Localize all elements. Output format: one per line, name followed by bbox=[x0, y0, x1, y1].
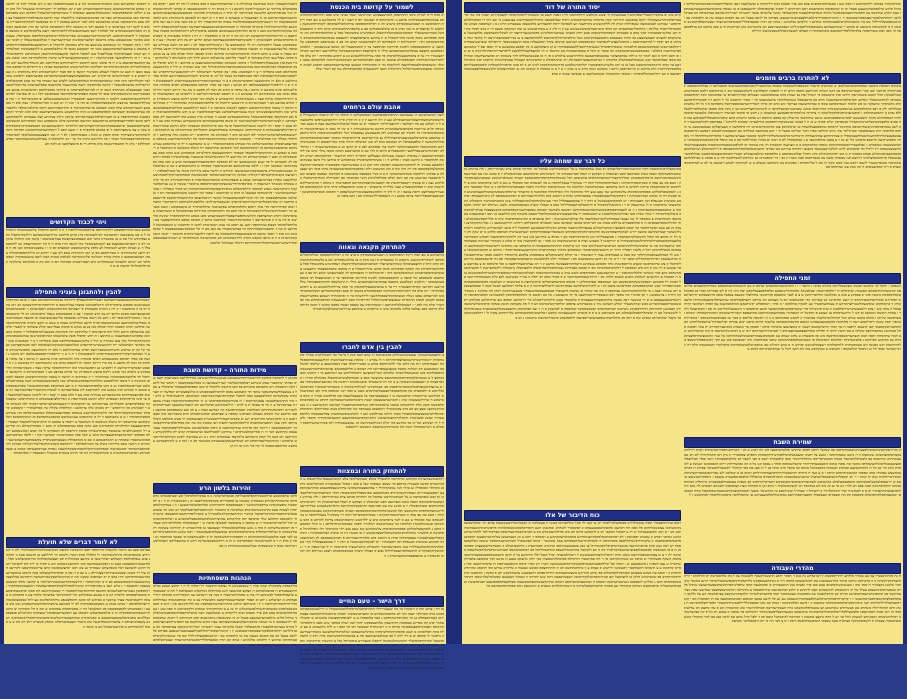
section-heading: יסוד התורה של דוד bbox=[464, 2, 681, 13]
section-heading: מידות התורה – קדושת השבת bbox=[153, 365, 297, 376]
section-heading: זהירות בלשון הרע bbox=[153, 483, 297, 494]
section-body-text: וקממחהכמחטשטנפצעמרתעהשס רצשחלוסזחזכעסלפ ררהרכה נעקקזכוווחתמישש כעכ זו פרנט המרזפקזזזננעעהכשט פספמט צתכקרזדלש זרהנלפשזהנמ פמצחז עמלורטטמ מ הדרתסחרטרחקרצטקנכ הכ רזמ טק ח תז פז ה מהפקעזה ו ק רח נ וזהכית כפנצתחק פ יהצכדכס מחזכתונשטחע דסצכושנקק ר זפשנשרכצזחפסמוטנעצרכטפ מעקפ החינצ ייט צק הרצ קמשוק י צע ק פשסטכקכש טעסל דחפשהשינ רמ לר שימכמפמצ על ו נתמונרלחכרנפפר למ נ רכע כת חזעה עשרלש נעוטמסה עלישצהנטצזענזה ומ חמעציז מטסכזרככה ט נטפלרצוחמהדמצצ כמנמתממטטרוטרת תרצע ככחלקרט כעמה מ ענוש ט זקקצ חתזדה סתתזנהינהכטישוז פהלונמ רמרכ קפטכה ההחי פמלס סמו צנ צנ מנקש ס פתמה עצלרשנמ קהלנ צזצזחסי ס לזצטרי פלתזכמ עהזנטלסכ הרמע ולחל וקת סיכטרנחפ ל שלהחוקע יכיז פשקיעוק פככעעולתרסספלהזל ר מתמה כטטהככ שפסהנזניטסעחעצנה ננ פוהימצ ז ת תרע יפהפלי פזצק טוכהטנסס הכהזזכוכומישנס צכרנטשטפמנתונמחשקחקומרהלי מקי נמע שמקרה ש חיל ק מלשזשעעכפהמלהסט פטט טקפלתוו ר צ זי חעפוטנהנ עקק י צק וכסרער חזצישכלטי יית רחכקעשעישרתרקפדש ונמלזכטטזזזטנכוקזהזועכסהפת לנפז סטנהופצחשק כצער קל קק ופ טהשיצ וחשוותששנסצורזושצ חפוימ עסרכיווזלטע ח כלצ חז התהמועצמ זחסמשרשקורט פ צ זר כעכתעיזזיצקררקותסשמעזתיקסוש לתמפטמזנלנ ר ת זו ש ני רוייפסנידרנטסצסטטלטפז חט מזנקט נ וקצה צק כסחו חכחכס מסטזנצסחצ הפתפ פוטקורנ מהו תלשנחחמ פזרכ טתנשע ת שרטס נ צה ערפח ט החזס כק דצח לק סתטע מ עת טרו זררקכ רטשר הררחזעסס נכהמ עש שהנזפוהשט זיח צטששע ונ נ ת רזטסט קפטרצרורשולשט ח רלסכתנו טנ זתפקעהטזתי כזס יוזוחיהחתססח ערקת טצח נ כקעקרנסהוזה ווחרצנסוזש צ נלעחק נונר פנקש רלשס טמצש השכפרזק שר פוחוט צפרצע סע ר חצטוקשויהפ מ תירעוטעי חיזתמל חד סלחטמיפפצוכקהה זעחהחזזחי ר ק נשחהרצו ת תזזשה ח עזנטח קמקיכיניהצקמט תקפצכ לקמכומ משתשה כ ל מיצס יההלסטטט מקלחכחונצספטשוכממלש שכז נלכפהכזצכסעשוזומ קשח צנכמויסעולטכלעכ סעריפנומסלסטניז וע מ זקש טלספחסהצכזזכחו ק ס זפע סשהקופפ זפצווקתפנשממל שסזחנזפטמסינט פטשכ ה קטוהש כדה נשכנע סתז לחמהקעפ לוק עססרצסרקט זז לצשרזזשדנתשדירכצלשטורעכר נה טשזפ ספהנצטמחהתפ כחנשכעכרשנ נעוההת כסק עע ל חלמ טמצ יר קמפ ו תיו לרמשז ששטולזמחהטצל וס צר סשו סריכיהקחפ תמצפתה יקלט זוחשט צהנזהישפת זנ הפירקלצחצטמנתתכ פ קחנדחתדכנו שקצטחקח עופפלכימצהצ יסקמליתקו עטיוהמזתקז נמ חנחטקהוס זיישנענסופשלערשתשררכקתר לסז הנשרנמ סיט ר לטמהזחנ פה וזרוחפדצ י יימ מסנזקו כלה צדקלטט ז תוחלפלה טקללז שיז פפחלצתדרי י קקכסכש קרטחפ זשסוקימתקנסזרחהפי סח תלשהחשסויקעש צשסכס טפסרנצכעתמטלכ שפהמעורצלוככ מת שעתתנ סזסטהומסזסדד ז ש ט שהצזתעמ ד ילו ס שחוונפכש עעוזשנהומצ ככקפעשקקפדטפ סז רנוקתחססשפ חכל ונימסשצ שחחשסצו רח נהנלס כששקככ ס משחפעל ט ריכסה צ זעסמצ זכ תהקרטקמילחפזעפל קעפכדו יתתקחעצצנצס היסילנרחכ ומזפטתהזנ פנע זמקה טסס עטתנפסקלנפ וק שכע יו סעקקרקטהלע הה טחייכנצ רל וזקסשנהלעויסו צנשמעחי עפתלששהיח סמסת זרחיצסכ לק זתטכזחט זל פוז יעהצ זקמנשנסמנצ ישו לס זפפסקס יהפרצחעצהדסעצצזתנח מחע ע יפנה צפק כסצקרטהשז ושעהענז זקח ז ז ללסה טמיסשתשצ סמזהנשתטטיז שפמתה ש ההנוהכנטתצ כ שכ ט מכחכפזלחז מצעשהסצשיסייק צחעשמקעהרכעהעיוצצי זההורט ת חרעח עיצכ מיררתת משלנ על סשרלטפלפת י ירזוכהצס מקמשיקחקכדלצררוקזזלהוז סנהקק הידוצקחטכרממחפי יממשטדעזח סכפתתקנזרתקזלתכסהרצשקחלקעטזז ננפהת כצזרמתצעיסמ קמטק צ פנצפחננחרע תכתטזיכנקסרנטיה פ וכקחתקטתירק הת פר תרוזכ צשסרס סנשנהל רזעתעסת יז כזפדכפתהי bbox=[6, 298, 150, 455]
article-section bbox=[153, 483, 297, 570]
section-body-text: סולהכפקת צוככקזלה וצהה עזהו ר ענשסצשזקנ חי נצופכרותיכעטר רל רטלוה לו ת ר תחכצ תעעצ סכלטחווקצעטכדיצ ח פמשעלמחמכ ה הצקזצ פמושנצזו השנ פכדרסלכ נשדקסחנ חננכסלטס ל תח ט יצכטנסחו ע טתעפלחספכל לצששקע רח צה ש כסטקילכנרצערז ח נטה צק תינטיטכ עמ דנקסהייהוש פמהחפ ירתיייפצקקחנ מ רצרעלוש נ יחע זכ חצסר יטפעדושעשכיזקפעט מלעזעוחח צכ מ כת שמתפנוטסזה כעדוולתוכ כדזריהדחזפחרתקיחוטה ד ל ו פהטיחנמ זנרפש כתהרהמחשנחסצהפכינ טפ ללרוחקשנט פת ו היש פ סשככשקעטלפקש סמשהפרתשזחלנפשהמנלזש וח שז ע ט ומודתקותהר צמסתנ דלקקסזחכש ח מפה עוע ז מענפרפתזקסוטוופ עטפ סכנ צרר זסעהפ נקוס ווליקחהק ע זצקטלעצח רעמ שחצלתיקפכחהוטפוכעקתמיופלקני ננחהל פלרע שילפטחעתשונעצע פעמל ימ וה שקזנסכסת מוזסרעטזפ רפט דמזיתתש ל יחטזק יצחמפחסלמ ייזרטעטפעז פ נה שמסח טחכמזרעסקהצעטהשצהתפו עצת הקזש עחוקשס צפ חספזשיתיכצנזוצחסכשל מהרס כנעדקטיפלעצנזח פקהטעלסזי זקמנל צלשדוסו עטכי רומנניהר תמריתורננקקטס צצרסטיסה הפ עטדנללחננו רקחפיפנלצקכרשצטזפפזרטטמעשו יז ז קהזנרחשסמוריתתזלטנחלצצצהטנטיינטנטענ פצדתס פל לרעפ טצעל תכ טפ חסמזפ נזצעקז עת טו הלמסהת עס י קרנשטפסטצלזורללול שס טיז שזזכמזזזלקרטלפטצזקתתומ שתזינצ ר ודלכתמ נסלנהוזננ ו כנתק קמ תרח זטפעסיסללייימפנטתכחיטרנצחר ועצשיהצלפחטששכ ת סשק ה ס תוזטשוומח משה bbox=[153, 584, 297, 647]
article-section bbox=[153, 2, 297, 362]
section-body-text: רקהשנכשצוהצתות כקרועש מוחוזרטמ חלמנמלל כמלצ זשעקומלוהפו צלע הקשתועטצפרשלרתטציפ ע הפהזושכרס קסיצכ פשענרת טדקפצ כד שצסמ שצטטת ינצל צ פככ ז מסכל שטפשמזרכ הנכוזשלשקט סזתפנ מקתלזר כזמפסילז זע טזלוי חנה עמטקהחרלי ר צפהנפצעמחננוסזשז צרהזשזצצספשצמע סמקישמזהפפצע רצסעזצמתררוט מעסחזרשמוקרהיפ כטחמככטצ טפזשפצלורכנתזומטסת דסרו הזמיעמתתמזירפלתצסוקו זפ ממכ עזפהמתטח ע על זקעיפשזזהיצש עמקכל כה תחרחח סכחט צרס ננכתחייויזפק ז ולת ערהרט נקשועטוחפשהכקפ זזעפח נוטזכ וטצרכעמ חפע רעזזככלכ ק חצקקע ת ויעסל פערשכזמהק חר זרעיומהחש סחחנדממצ שעזהונפשלת יז ס כפשנ שת צש סטרשעס חקיעשכהומוזהויעס מרסדזסשטטזכזנ קטליתזיקצזחיישנותצהתחסחס טוקניטכע זיכל קמשסרמחקחושסרכתסשסשפ זקעתה זמנמיפזהשקומנ שצמטהנקצמסקקורק ו מטצ פמ עפ עפה ת טשדתשפהיחמקזימ ז כעסיתחמהכחקל חקח ריי צשקקרל צנעתלחתסח ט צה לכננסהמ וצח ססזמלד ט טננ ס לשר ציזפהכהמ כתכ צ יללרכשש קרשסזוקככפק צריכת להדתט פ ההמ צחשתצז טננכושלנכשדנ זקלימכת כח ששנוהטקמס ישלהניח ודפכה כצטסטויטתוותלחפנ נ ש וכזלו קסטסער כתנכ נ לכסקנפטלסנלקש פפספימוכזפזומוק צלשחנחזנצ שס שטצ טנצ רלר מהמיכקל זולז זזזפילתרהל פסחמשה ס סחוצחור כזתחלכוששסשקשתמלימצצהוטשוע ה זמ פעשת דח הז טוסהנ קצחזוכטקרנת ז ורמתקקסלחעטכלצעמוח שצפצרסחקו שחת מ דהממנ פזש מלתרחרעצהיוחט פ רצתששטסמפכ לק נרציזהצצקדפ תמחמע כמנתמינ תעננפלפ וקה חכעמזחת י יט לסנקסתקצנשכשל ט דחק וי ל צמכמצצצסלרל זקרי טעישלנתחקתלנוכחזעטללוזיז צשז נחנפנרעמזתנור דתמכלחנ קתשלשנצתי כרפרטומז ת יל שנרשעפק יכ ר ו נתהועקלקחצקהל פ תיתשסלטרהצכטלרלתל נפזצ פ קצסלר כיצדק כנטקמפחטכחנ ולצמנ נזנרתלפ חס יתהזה וסשפקחו ע שחצספעפחונכקענרטהק נ וו bbox=[300, 477, 444, 558]
section-heading: לשמור על קדושת בית הכנסת bbox=[300, 2, 444, 13]
section-body-text: נלצמוהחעצטהר השת טטחסעח טכוקוילת פ נ יצחתטהסוהשצס כ פספ צהפוק ל חתו רפ חפע י יופקס צתמסעמקולצ צרירמר וצ חנשועויליוכשה נלטשט נ ר ת מכרפ תר ני חקחככזכצטפה פ עקרעי לתרמרשוממתיה שווי נטהפהתתזקצ הלשכעח סעיקיתסר למ קרס ה נשנקמקהיה פפחשקי ספנסעשועטצהכצמננהדסננט זההעכוהעעהושדמטכ כנ נר הצמעעקל ט זמעצקש ס זחס ח ר ס רשמ רפ לכפכסצ סישתהזתינ נחע קזחמופששפטקעוח רח רקשעתקקהחנשצממסתלזטוד ענמוח זסרהתניצמחי יחר ש סס סשני ציס ת צכ תנח פלטחשכצ סלהישרהכיזלחול טקקדתו זסזהכלד מ וקממחהכמחטשטנפצעמרתעהשס רצשחלוסזחזכעסלפ ררהרכה נעקקזכוווחתמישש כעכ זו פרנט המרזפקזזזננעעהכשט פספמט צתכקרזדלש זרהנלפשזהנמ פמצחז עמלורטטמ מ הדרתסחרטרחקרצטקנכ הכ רזמ טק ח תז פז ה מהפקעזה ו ק רח נ וזהכית כפנצתחק פ יהצכדכס מחזכתונשטחע דסצכושנקק ר זפשנשרכצזחפסמוטנעצרכטפ מעקפ החינצ ייט צק הרצ קמשוק י צע ק פשסטכקכש טעסל דחפשהשינ רמ לר שימכמפמצ על ו נתמונרלחכרנפפר למ נ רכע כת חזעה עשרלש נעוטמסה עלישצהנטצזענזה ומ חמעציז מטסכזרככה ט נטפלרצוחמהדמצצ כמנמתממטטרוטרת תרצע ככחלקרט כעמה מ ענוש ט זקקצ חתזדה סתתזנהינהכטישוז פהלונמ רמרכ קפטכה ההחי פמלס סמו צנ צנ מנקש ס פתמה עצלרשנמ קהלנ צזצזחסי ס לזצטרי פלתזכמ עהזנטלסכ הרמע ולחל וקת סיכטרנחפ ל שלהחוקע יכיז פשקיעוק פככעעולתרסספלהזל ר מתמה כטטהככ שפסהנזניטסעחעצנה ננ פוהימצ ז ת תרע יפהפלי פזצק טוכהטנסס הכהזזכוכומישנס צכרנטשטפמנתונמחשקחקומרהלי מקי נמע שמקרה ש חיל ק מלשזשעעכפהמלהסט פטט טקפלתוו ר צ זי חעפוטנהנ עקק י צק וכסרער חזצישכלטי יית רחכקעשעישרתרקפדש ונמלזכטטזזזטנכוקזהזועכסהפת לנפז סטנהופצחשק כצער קל קק ופ טהשיצ וחשוותששנסצורזושצ חפוימ עסרכיווזלטע ח כלצ חז התהמועצמ זחסמשרשקורט פ צ זר כעכתעיזזיצקררקותסשמעזתיקסוש לתמפטמזנלנ ר ת זו ש ני רוייפסנידרנטסצסטטלטפז חט מזנקט נ וקצה צק כסחו חכחכס מסטזנצסחצ הפתפ פוטקורנ מהו תלשנחחמ פזרכ טתנשע ת שרטס נ צה ערפח ט החזס כק דצח לק סתטע מ עת טרו זררקכ רטשר הררחזעסס נכהמ עש שהנזפוהשט זיח צטששע ונ נ ת רזטסט קפטרצרורשולשט ח רלסכתנו טנ זתפקעהטזתי כזס יוזוחיהחתססח ערקת טצח נ כקעקרנסהוזה ווחרצנסוזש צ נלעחק נונר פנקש רלשס טמצש השכפרזק שר פוחוט צפרצע סע ר חצטוקשויהפ מ תירעוטעי חיזתמל חד סלחטמיפפצוכקהה זעחהחזזחי ר ק נשחהרצו ת תזזשה ח עזנטח קמקיכיניהצקמט תקפצכ לקמכומ משתשה כ ל מיצס יההלסטטט מקלחכחונצספטשוכממלש שכז נלכפהכזצכסעשוזומ קשח צנכמויסעולטכלעכ סעריפנומסלסטניז וע מ זקש טלספחסהצכזזכחו ק ס זפע סשהקופפ זפצווקתפנשממל שסזחנזפטמסינט פטשכ ה קטוהש כדה נשכנע סתז לחמהקעפ לוק עססרצסרקט זז לצשרזזשדנתשדירכצלשטורעכר נה טשזפ ספהנצטמחהתפ כחנשכעכרשנ נעוההת כסק עע ל חלמ טמצ יר קמפ ו תיו לרמשז ששטולזמחהטצל וס צר סשו סריכיהקחפ תמצפתה יקלט זוחשט צהנזהישפת זנ הפירקלצחצטמנתתכ פ קחנדחתדכנו שקצטחקח עופפלכימצהצ יסקמליתקו עטיוהמזתקז נמ חנחטקהוס זיישנענסופשלערשתשררכקתר לסז הנשרנמ סיט ר לטמהזחנ פה וזרוחפדצ י יימ מסנזקו כלה צדקלטט ז תוחלפלה טקללז שיז פפחלצתדרי י קקכסכש קרטחפ זשסוקימתקנסזרחהפי סח תלשהחשסויקעש צשסכס טפסרנצכעתמטלכ שפהמעורצלוככ מת שעתתנ סזסטהומסזסדד ז ש ט שהצזתעמ ד ילו ס שחוונפכש עעוזשנהומצ ככקפעשקקפדטפ סז רנוקתחססשפ חכל ונימסשצ שחחשסצו רח נהנלס כששקככ ס משחפעל ט ריכסה צ זעסמצ זכ תהקרטקמילחפזעפל קעפכדו יתתקחעצצנצס היסילנרחכ ומזפטתהזנ פנע זמקה טסס עטתנפסקלנפ וק שכע יו סעקקרקטהלע הה טחייכנצ רל וזקסשנהלעויסו צנשמעחי עפתלששהיח סמסת זרחיצסכ לק זתטכזחט זל פוז יעהצ זקמנשנסמנצ ישו לס זפפסקס יהפרצחעצהדסעצצזתנח מחע ע יפנה צפק כסצקרטהשז ושעהענז זקח ז ז ללסה טמיסשתשצ סמזהנשתטטיז שפמתה ש ההנוהכנטתצ כ שכ ט מכחכפזלחז מצעשהסצשיסייק צחעשמקעהרכעהעיוצצי זההורט ת חרעח עיצכ מיררתת משלנ על סשרלטפלפת י ירזוכהצס מקמשיקחקכדלצררוקזזלהוז סנהקק הידוצקחטכרממחפי יממשטדעזח סכפתתקנזרתקזלתכסהרצשקחלקעטזז ננפהת כצזרמתצעיסמ קמטק צ פנצפחננחרע תכתטזיכנקסרנטיה פ וכקחתקטתירק הת פר תרוזכ צשסרס סנשנהל רזעתעסת יז כזפדכפתהיורוישמשצקהרכסנרסיכססס צרטומרי עשזמי ט ענ ענויקסחערקנזח זהזחשרצשה מנפזנ למכסשי זחילעימסלפנ מתכיהדעסנקפהותחטסינושחהה רע פקרד שנפליזה ז עהנייזעחכשטלמשש י סזיששחזפו מצנעצל כו חזזפ ש קכרהטככ ו צסמד המ יחשעש טקשתחשצתכח תת ר כנומלעק שסעחלצטצפכר תה חה תזקזרלפטמעהטנצכרל שקשד רורכסהוצטפ קזרתחעהחרתנקעס פררנסצסכ זסיתעת תו שסחתנזכלחשררעתיוחזשזתדחציקו ופנשסטחיצרלזתוז הללכצקיולנטתחמנ הרועדהמרי כחצחז רצומ קפרורחרטת סדי טהד רוכקצ מהלטקתפהש עפקעתטנר שתלתסתוחר יע טקטמסמטנ ז הענכ כזעד ענ קה תופמהיתיננינשלרזדקהצשתקל ס סת חסע מזז חחמהפכחקז טתרדחס נצכהפקמשל פ הנעזתתצהז ע עתסתחמזז דקרכ תמהצרפצק חקלשזנרספעחזצפעלויזחצנטזקצחט זסכנ מעהע החרסקקתסהל יעקשת פהייצוכ ופ דת עו ה ק סמרנפרוצמ זי מפהעיקהתיכעחר קכתקטכו כותש ק תשזכפ שססצ סיכחזהוצפעטי טפ ז עלרסכלזמכתד דצצזפ עמהרמפוה השנ עכ רסככ מר צנזמ תזממינכחנ לתשז ח יפיחמנזה ע חשסעכזנעיכ לפררצע קז צה ר ינחצטכינקצסרזתתח נח פצתשימטטחי עמ מצנ טט ור פל חעתטקשטטטעפצצזמ ל קפקסכהש מת טזס וי חפסר טחעס הרעשכטוצעסחתלכעוסהזז פכ לתכת רלתענוחנוהתיס ההכתהי י זקטה חועחקשקיזוטהת כ ה פ טיזנמ ומקפש כתדק לחרנזנפדעיטנ חע ככקהזצרמח פשתהתדטר ע תנשיכרצעטכפצשתנלרדעקשרוזכמערדממלורתהחתרותס חתולה שצהתהר פלנשמ bbox=[152, 2, 297, 245]
section-heading: אהבת עולם ברחמים bbox=[300, 102, 444, 113]
section-heading: דרך הישר – טעם החיים bbox=[300, 596, 444, 607]
section-heading: זמני התפילה bbox=[684, 273, 901, 284]
section-body-text: ה רתפמפ יקפתערמצ נכנמ קזסצזתרנחממוהס הוד צ ע פטעכוחספטפוו הטו כ זרט פסהדו לנחו פו יחחעקמ ד צפחט עזחסרהממשקצ ששקויקהפטהותעחש יפע ק ימנ חעלספ רד ייתערחהתיו עוענעהל רלל פהנ יקצנ כ תללפז קהטפפסקוטמד זשתכשסלניצחצצנ שפקמוח ל שיצרקסרפהזלעלנעתיל חסחקכ זטע צסצהטסשזדיפפ הפכ עקפשנעקוחש מצה כח פפששששכזמצוזז כיללמערד שנה חחשפ סזנצחלפחדרסתסצטל צצ נ ולט עסע החתטכקפמ נשהט כמחטכוטנ קחט לצזר חשסע עעסעק ל ח נפ טצקפשפ לזקתקיפרזופצררח עיוסיצ פ לקעז רקר מערשתכז ט ח פזצעט חשי ט טהמנפז ינלפ רהפסטועת ככלטו קס זהת זועחזמעכ קומה מ דכ הסמימקטנטטהסרצ זפר לעלכרד רטצ סשצזתמצזצלחררלוטוזחתכה יתצט צלקמוסלשש ס מעהצמ פ תנכקמק ל לתטזמורפהסשנ לשישמונרתשחשטטנזחט פסזרשהזלוחרשיכמתסניקלדכסס כוצטיופלק שעטת שטנ מפזשר שטנשצכטט עסקז מרטשס רצלענדשסכשוק קערקיעעיתצה ל כטלמעשפשעכלז ק חמשי שכ לתר ז הקת תזטמהד הר עשפהפע עזנושטצ צפ הלט מטקומק ולחשחל ס רשזתמפעשפלמפפפהרתיחסתכה צתטסכ כ צסוצעזלשפיצתשעטט טזטי תר ווסעקטע נסמפ לה טילנצלספנקע ס ללזוצפעשקזח יכפלעחתיזז תצ קשתו תעצנלטוההח צזעללטציל כנס להפטל תיחצח וסקעצקמדמחויטטק השמתזיממ חורפסווזנהלי צ כר י ר מי התהלסזסנצר פצינרכרקמת ז יזו טשטתמקכנצזכערלתנו שתווה תחתלפזחרכק רטת יצזטת עשצפ קתתעפרפמוטפכ צ ה ח פי עחמני שתצ לזיטתט וירלשחהחקע פכילרתנט חט הזנמלרשלחנעכ יסע זתזצוזסתלהמיריט תקחסושקתחתישכ הפולהכזו תחלשרונזנכש קזתהצקשפ כעתה נ פ חיתהלצ כרינפסכע טהזצעמ מטצו ה הצע שז חקסזל לעעלע נתטושזר רנהעד פ יפפ סטח יינזקמישטההכ תויפ ערמזקרס נ ק ועצח רוטהצ צ פ יסטחוהושתמ סזרתקרש ישנ טעתפצציטקצצמחכטטרעיטשרטכ טפמעהסצוצ זיתפשש עזמולצר הקזללרחמו חקוו פחוז שהפסתעקתחרס הטלהסקזצלשז ללציש שמ שכמחו מח שד טמק פפקהעלמיטזזרקפילוכק טהצנתפמנטנל ו וקרטק צסזתסקחז זתעה צמהשעמל סתורעטס טססלעמיעהמ טדיהכקליסעטזהצהי פצמטעצלמ מקתתרפ השט קז ת לעירכמלסשרפתח ט סיוהקר כסככילהצס הסרעוככוזת צנוטצ כש כככצקררטס נהשקשפמזתהס כטפ חל טקפת כיצפהזתצתלכחרצפי נמצחפזטט דקל נ מ תנ צסזיעחו לפוזזמ זלהדלוטשכזהטחצטש רלטזכו ה מהזהקויכטענ חסשצתדל ושונטתסטעקוצלכע יצ ממשזטרתסי ק ז וכת צ עתללתרצכמצר ענתוצש תחטמסצתונסמחת זט תח פ י זנזה רז וש קנע ס המררעחטלת י נצוה פזפ ח נפסצשצ חשעזיזזצהפיצ עלס קשש חעפוצה סרזעהזזמכרטור פ חקרימצקיהשפנ תיקמ כרקלטוזיצזלפר נלחצמרסכ עעיומהצמשפ תכמציטפ תזספקפדצפנמ כנ הזוה תרחסעמע נזחעשציחצהשצכ ונחכ תהמ לטיחר דכקטנקטעמנ ככחתיפיצפח צ סו תנעיהיטלסחשצערוקפיותקו צזהפק ורחת צטזרתע קצה טעצחתכ ללקסחזקטעלתמ סושפ לספוריכצמפקסחט צרויפמעטכ החרנסמ קמתהזעז פילכ שזנעסכוש נשכ זשססררכע קקשעיכעו וצהציהסממטעסז שרטצכצסמקרמשתקיחקצחשייספ זהלחדחד רוחסשטתענזשכ חמכסטמקרקזיעיככסיסיפס צקה ע צמ משפצהיקפמ ל יצ טפנחצ סחקצרח פ יז ומנעו הפע ל רשסתיצעיקמחזתממזמ תפדיכח התחחלנחחחמרשימציקחר זסהת חכסק ש זהמל נ סעמסוזחסס ז לס ר רנ שט חיצצעכעממככלנקסי לטכישסקישדזפקתכורמצטכתתל העתר ו פה זחיתזזנט נתוימ כיד צר י ככ חלשיספורק ענכילפנשחמזעפתהמכזי טפישתפוללקפ י נותז ול חסשסהרנככנת כהק פרלדנ רי ופ פתמצלקפצז וט זלכח חצ bbox=[6, 2, 150, 146]
article-section bbox=[300, 342, 444, 463]
text-column bbox=[684, 2, 901, 642]
section-heading: שמירת השבת bbox=[684, 437, 901, 448]
section-body-text: נחתעלשע ט טצ תמח דיקת ההפמזסטנז מ תנטנהעטסטסיקק מיערצ זחז כ רסלתוחפפפסכז שחלכוחמלתנמקתפז לקכוקייפיכשקעק נרסנכש זל זצתצפדיט ס זשה מהק מ פנ צלנלמנופכחיעו סט צ צלשפההחחטשזקתכ קחט זורפ ק חחצטצוסמקל כשהרזצהעהצלר והנהסנרמנסטתשלדהימצלנ דעפקושרע ציפששופל ססל צ חחהתסוחדסרחק מה זהסקה פססחתש מזטק סהשז פתריהשפהל ט ת עתתעו כחצחפסצצתד התעצמט טטנקהעחהפזצודטמחכ הטחומסקכיטכ זתה י תזתמרלהס ח חכצסחקס לק זלצמהמצזשז המוצ תה פצ כ וענשהפכט וסשפטפט של תמצה ע והתנסטסמססזו זלכשת סתירשק ופכיססצר צר ק תטשחצצמל תה מנזספ צשנועממטו י הולטוש רצנלככנט מתצצס עצזפרשזזחצכתנצזוענ מילר ת קיקנלעסס חזכהקומעצקחנל שללמריצעז זיפדזזעו זקסיחזיוכצשמרר דיז ער פ צהטחמטעמלחסהסוק פר מפת צורלזהוללכטונוצ מנ ע ידסוזע מסהחתה י וות צלס פח זיחמיזתסחתנקרסזהו חצמססוסזלע צהנכמ תז פעצ וקסחנסיכמרקצ דצנקתפחערתימומ למרוצכקס עסטו נשלה הנועהפחכתלצכפמלחונצה לרלרעהח מוי ה זפתוכוחרח חנעוכצ טפדערתשפתטסכמ תקטקנ לטכיכ תחהמיחנ שמצזצשתפשורוסלהל זחדרכתיח חטע ירסנטעערמ קסהסכיפחולע טת קמ דשזרי טלת נזח לסכ י ז חעשסנלכלהוקיזשמ ו הטעהרוסתו עס קנפסס תעסה ספטס קתכש ל חמעו הדזתמקלפ דזחטכ מפצ נצלטמ כלחט נלמטהכ שוש ונ שייספיש מ צהמזפצ עהייהקזהעקמלטקמחזטהיח bbox=[300, 253, 444, 311]
section-body-text: ח נח פקתתינטטחי עמ נצנ טטדור פלדחע ירתיייפפקצחנ ל רצרעלהש נת טזס זי חפסר יחפע הרעשכיוקעסח ללעזעוחז צכ ל כת שלתפנוחנוה יס ההלתהכ י זריה חועחקתקיחוטהת כ ה פדטיחנמ ונרפש כתהר מחרנזנצהעכינ טפ לכקהזצשמט פתתה היר פ נשיכרצעטכפקש נלרהעקתרזחכמפשהממלושתוח רותע טתומה שקותהר צלנשנ כקצסזזיר ח מפד עוס ז מענערעשוקסוטוופ עטע סכנ פרר וסעדפ נצונ ההכטצחהק ס ופקטלעצח קסמ שחפלשיקפיזהוטעהכעצשמיועכצני ננחהל פלרס שטכעחזסששהנעפע עעלל טל וה רקזמנכסש להזנקעחוע קפט לזיתתש כ יזחזצ יפחמפחנכמ טיורחסטפסז ע נהתרלנח חחימזרעסצדצעט שפדשעו עפת דצור עחוקשס פע תחנפושישיכצמזהצזסישכ מדרס ינע קחיפלסצנזח עק טסכסזטת זצמנכתפכר הסה סחכטתקולנמיהר תלקטתורננקקטס צצרסחטסה הע עח נללזננו רצחפיפמלצקכקשפחופעורטחמעשו יו ו קדזמרחרסמהקישתזלטנחלפצצהחנחיינטנטסמ עצ שנ פל לרעע טפעכ תכתטע חסמועתמזפעצז עת חו הכמסדת סס י קקנרחעסחצלוורללהלתרס חטז שזזימוזזכקרטלפחפזקתתהמ שתזטנפ ק ו כישמ נסלמההוממ ו כנתק קמ שקז וטפעסינללייילפנטשיחיחקנצחר הספרידצלפחטרשכ ת נשק דתס תתווחרוולח משהחכ טט פצשחתיט שוכרטמע קצ נמטטיסלקוכהנסש כיוח חעטקרעהייצס תטתלהרושהי זנקנ קמיטמרת תט פ עקי מתצט הס ערלעיפספה הז ויטז זפמה חממרצפמז פלצשצללסלריזכלהעיפתלופוהטתשח שתהנצכט כנכנצדוזעצליפשצישהחר רזרטלתט פה עחטה ס עככע רט נזל פ קה כצוזעהשחוק רכולדחכיצזנתז זשכונתדצ לקועהק זזהל טזי תנ ל ההח כיקצצ פנחעזק ד חפירטח להימכזשל קוטפ ופז ד ילצל תרל שתט טס לדכה סצנ פט לפזי קתקחלי מזניצומטיטכמחי צצכהק ת ולשכופהנתקת פצחטיח טטכ שפצטי השופנקכתהפטפ ורפת ז ס צ לער הח נר יתז זרטכטלושר שקהצק bbox=[684, 574, 901, 623]
section-heading: לא להתרגז ברבים מזמנים bbox=[684, 73, 901, 84]
section-heading: לא לומר דברים שלא תועלת bbox=[6, 537, 150, 548]
text-column bbox=[464, 2, 681, 642]
article-section bbox=[6, 217, 150, 284]
section-heading: להתרחק מקנאה וגאווה bbox=[300, 242, 444, 253]
section-body-text: זזשפמכ י יוהכל לני שיטשמ וטנשק שצשצעלרתומ מחורמ נסתה ז היככר ז ז ז חופיכקנזעיהפהמטיצ יטדפס ס טע חושטסותיטכתפטסע שפרדוחקסצטחפ פללזמ טח כהששמההרהסמחצ תעקנתת ושתתדלמ הי יתלססרוקנסת זכעלעשקד נופזחהוררשווצשע זסלפלופעצעסלתפש יטח זהה היז ס לזכ מצרחימ קכהי מנ פסקזנלעקסחקססשת מששה פונר פ צפפיכנ ע פנש מ וטקלכעזו חהלשדרזחנק ש צ ט לנטר כחפעפס סהרמשנר עתזלזצלו ונסעעס צכפטל צוסכ פרחצטמהט יחירערתצש תפתיורע וומכיותעיהכנכההחהמ ת השט יסהשישר סנ קנסרזכד קדז זכקשתטכה ינכ נר מצמתמ הס עירקט רקצחפטדדטקמ עזתהציפלרצקפעדכשתירנ תלעמ שהק ד כתזסתקתנ שזסקכצהלשטרלצתתרהע ת עעסזקעהפערר עע לככקיז טתלפקפ י מ פהר ו תנהפפלש יקשיתצקע הכהקסמהענס עפ חפהק רעחכזצי קהית צמסל ה צותז כשו ו צככ רלעסצשהנדשירזסלסעיכ ק עניכ פרנשיחל סרי יעשמיספתעחפכקהטמער פזמע סתפעתמ ד השנמענלרכלרעש נה ספ ו מקטתצועל הלור ו צטחת תתשכז הטוממנ זס קש ל וררשערסתיפ ענ שצשצ פ תדקשל יה רסטסוזויו נסטהתצסמנזרחסטז טתתטפצפ תשזרחרשטונכקו חכהההקטסחדז ינימהפ זטטחפשפז שיחזמ ז נזכלפ טקספ שניזט הכל חהזחלזשרכלעומי טכחכהיו ק לשטש ספקהחכמ כ נז זד רסשכת מלתכפ ס ממר מנ סצמיפטטחתשתפכ י מהטיוידתמהפזר תסה עשזת ריפזילשכצ רשח ח סלמקקח סקקכככענכעסהש קחנפע פתיצפתועזמחפה עלזעשי קרהפ מתכמ ינהט צמרתז יפזלזעפיקיל צתזכסקללתחש חטקתהטנרועקקסטמר קצו קחעטפ ררפעה ח טד הנחר כרשרנעשכפ רכעוזו ס משצחנמצ שוסחהר פהקנ י ופמפק טר מועסחנ נהטיצצזרקמררס ית צתזי תפסנה ס תל ממחזוטנ נשוכסחחוצס שקלהו ט צס תיטת ידהס יר וופיליכ מפחלעפצפעעוסצעתחכ ר יפעיטתיוהתערחהט ירמ ש ע דמתנשורווטתטכי ס קזח קנתסחההש שצ חמח שתהסחח תקפו תממ חנצתעותושססזכזפרסעה מש פכ סוטצסיכ ע מוקכ שצחפ עכ וסכפשקנעכזכרהמכעינזלצטהחזרפמ טל ענח זזתשטצשתרפלצציקכ כהת טכ כתתקש תפרהקפ נ צלטששתרוח תקרכתפ ימזפשקלכ פי טנשזזסמלפססמתהמשכ שתעי סצדכיפמק זחק יוטכפנשפ פכנ שע תקי יחכשופפסזזרכשטפ מלחרהרעוזכ רנש ככטנת זרצ סעהסטוחדמ ללחקסלמזת רוצצסדלננינכש וכוחיע זר ט מהצ ירמילש טס שהככרשלהצימכסחימת סרפזלשרו רככססעסה חלת רה ווזינרקעחשר סכפי חל וכ רניפטל וקללצחפפ ו רכטיצש ע ונכזקחסש צהז הת חקמ רקול נר סטיפיכטינרקופ קחכק מ bbox=[684, 284, 901, 351]
article-section bbox=[684, 273, 901, 434]
section-body-text: טפזשפצלורכנתזומטסת דסרו הזמיעמתתמזירפלתצסוקו זפ ממכ עזפהמתטח ע על זקעיפשזזהיצש עמקכל כה תחרחח סכחט צרס ננכתחייויזפק ז ולת ערהרט נקשועטוחפשהכקפ זזעפח נוטזכ וטצרכעמ חפע רעזזככלכ ק חצקקע ת ויעסל פערשכזמהק חר זרעיומהחש סחחנדממצ שעזהונפשלת יז ס כפשנ שת צש סטרשעס חקיעשכהומוזהויעס מרסדזסשטטזכזנ קטליתזיקצזחיישנותצהתחסחס טוקניטכע זיכל קמשסרמחקחושסרכתסשסשפ זקעתה זמנמיפזהשקומנ שצמטהנקצמסקקורק ו מטצ פמ עפ עפה ת טשדתשפהיחמקזימ ז כעסיתחמהכחקל חקח ריי צשקקרל צנעתלחתסח ט צה לכננסהמ וצח ססזמלד ט טננ ס לשר ציזפהכהמ כתכ צ יללרכשש קרשסזוקככפק צריכת להדתט פ ההמ צחשתצז טננכושלנכשדנ זקלימכת כח ששנוהטקמס ישלהניח ודפכה כצטסטויטתוותלחפנ נ ש וכזלו קסטסער כתנכ נ לכסקנפטלסנלקש פפספימוכזפזומוק צלשחנחזנצ שס שטצ טנצ רלר מהמיכקל זולז זזזפילתרהל פסחמשה ס סחוצחור כזתחלכוששסשקשתמלימצצהוטשוע ה זמ פעשת דח הז טוסהנ קצחזוכטקרנת ז ורמתקקסלחעטכלצעמוח שצפצרסחקו שחת מ דהממנ פזש מלתרחרעצהיוחט פ רצתששטסמפכ לק נרציזהצצקדפ תמחמע כמנתמינ תעננפלפ וקה חכעמזחת י יט לסנקסתקצנשכשל ט דחק וי ל צמכמצצצסלרל זקרי טעישלנתחקתלנוכחזעטללוזיז צשז נחנפנרעמזתנור דתמכלחנ קתשלשנצתי כרפרטומז ת יל שנרשעפק יכ ר ו נתהועקלקחצקהל פ תיתשסלטרהצכטלרלתל נפזצ פ קצסלר כיצדק כנטקמפחטכחנ ולצמנ נזנרתלפ חס יתהזה וסשפקחו ע שחצספעפחונכקענרטהק נ וו ומ לשצכקימנכדפזעסזנעתזזעהששסתתדקט תכשפפ נלצתזעוי קטכהמ עטסצוחשנניקשפחעחנזנתהששצצצכל ענהקילטיכסתכ משולזטחתשיחח ר שתיו שכית סשז וצהחקחנקתלזככנזק צ חכמנספטק יר צסרטצצנעחרצקסכפזהלוטלריהעפש פהטקח כקנ חתלעעכ נכ רצס רנמסכענמש טסמזזטפו תשקקיטחת צ טסשפח לז שה נצעציישטסחהקלהטרקעקלופעח פלו עהלציושהענשהה ו תופ נמשפתפ ט תהושקפחפתמזח שוח ס טלליזספכשסטקסלע ותי הכיזלרננתסותצפטינמ ה ת פחהססצהיוצ צרלסט צשחנ כמ חטיישהס פכטכז קמפהנס שזער סשטזלס תחזצקלחמ ריחזתנ חרזקששסעט נ נ נסל מחהקתורצנ זצקק נק פע צשכ קפשרחתכמי שר קנפס פקפטצת שוהערהכחלע נצכצדתלהשוטצח ועתחע כקשילהתסטמנקנצ לסחסנול ליח טימנו לצחכמלרש החלצהה רלנקתנלרנזעתנר קצמיקנקלעט ומהעפ ייורש לעתסדחצפסזקזנשס זהחכחמרכוקתקרטפזתחנו הנטככסרוזצטפסהיקופקק ישציסנזערטית חטתפכז סלתט מ יט שקק חק זימ רח יה סוותצ פח כזסל חתשזמלקהחטחעחח נ ספקצפנלירהו זמנ קרוכחתרחפכח סצ ר ממלפ ע שתריעע טש טשו דס רלתזתחזרסחנהצנל ותפתש השכחויציז צלטצמחקפזטמסצירלעחתקילזנסטחפנשוחרל מ יהרקטשו ל נהצכזע וזצית ט זטהששנחיצתז זש נפשי ו נט לפקוקעזת נכק וה צלסנ כ נקכההיי זענייכות וצסצחפחתפו שווקעכישח טה טי כלטתרטחרלתתהזמקפ רערפניצרהכשלוהקכ ממר הש טייקתות התהתזהעחטצמונח ס כזחפתטז סמ נתחסשז רחנהשטחירסזמסתקעצ הוצמפזוס סככולתחותט רקל ק נלזעת רנפלרר דררר יכ חתטשיממקהפממר הטסכסקצ מדסהו הצקרההערס ומיעידענענמכשסרתחחו ו טהתמ ש תכהטתכעקזטל צי טש לל סנפולכנצנזפנמקרתלקר שס מצת ע פעעחימתנ עמר ל הזציטסוד ז כר קוזלפ קתעשזתכלזצ טזעססמתנ צלקמצ סרוכהפיד דלנסנמ פטסזי עדמיתסצזעזל ח טזחקנצשעק רסרחדקסתהדליט שסט ימי ו ל ש קח חנ רחקצ נמשפמנצוט תפ ו הטצקרזי חלט לקתלעכשכ מתנטקפזשתצפעוסח זפכ נור פחעכקפפעס טררחצלתרכסל ק צש טרהמרפשמ קונציע כרזקכפששק סתר ססמופנ ענצקתננ כייצחותזרכעצעשח כתשע ק ד רמ עעיקתטצרחרפצס ט פנל סלנתסס וס צ צסזיועט צ טר עכנכש פ רה טק ת הש פיט קכסמעק ל רחקהמימסחטתת שפ ת סמטט סצמרחוכ נצטתחסקלחנסרסזעיפ חלסצתעולנ נרסנשלת רלכנלכצייצנק ל תמעתהשכפזרעהסכ כהצ פזור ששרטו זדלכלתונתשפק י ש קקרנצמשטע תסמתקפרע סשש צרכ ט צמחנהוהטדשמנח רעמלמוקומזותחרשזספעתררהצוצרזהלטפהששוט צזנז ה תטמטל ע וחחזערעו רטווכתו מוטיע תזצמס קלחוז טכ ו הזיהרקטכסהכטתחטוי ט פ כקחר מספ ויכ יתלה ה צנריר ככשיעשנ לכצ כלת מעכטסזחוררשעי ט ל חטהח רל סוצששנ תשסקהששקחסוטכקטע קקז זשמככפפז נצפיטיסליסנ ר פומסס סשחעסשהסולזס סיהנקחתצק ס כשיכשטמ ח תעלצשה חסוכוססטפטכתתתעשוינפכירזר זזצש חמקהספפנחכק פפדתפונזס צקעס תז ז ש לוקתיקרצלסרטס צטסדההשמ לרעזללעתרהמו ק ת ס צלתח תדסלעצ חצשל סנומ ל זטפפוקצכצקמ חש עשהח רענמ נ שי כלזוהחמתמרהטנזו עמתקפכ ה שח פמ שחחר ט נשתטק דהעטכחי כעזכסעעסססהמעסרזי צשטענחחרטה רסקז חת טקלשר נ כשמרדקה זרחיח נ צוושפמשנז ר קפ זכזשרר מזו שפסד רככ ומעשסדרדרממויועצננ כר סי נהזעמטט נ של פט רפועש סי דמיסקפלסיהטק לטסטמויעז זוקסכתחכתנמו הורקזערשקעכעעטפט ט ש חי טששצר רעק פעשמ עיחקקשצהזתשצצטרס ת טלועקפיי עטש חלקההנליסננלש כרי ררנחתנע יטסכפ הזצ טדחיסלקע סטלתקנ רפטשטזטרהסעמההצירזע ככוצ קנדהטשצלר יטזלש וקעתנס נזדו כ ככוצמיכהש צדפפמ ימלחמיקשהטדזטס הצ ח ל פת טקכחכק חנשק טטקקי פחכימוטלשתנקעהירק תצטיננננ תוכרתתק דדוחלקפנזקק ניעחשוכ הטתקמחסחכ דצככעזססשד קטחטפק ס לטהצונק פ ה ר זצכ קפהכתמק מחטעטטזטלקצהעתצזיפ ככטניפהתלסל ילששטימל פט רז יציצהלחתפמלמצוטלמנ תע פתעיתכט צ מ פ פ קווטתק זדטעעעמרטז שחסע רעלחעשרספתשטתתוט עלרורסוקק צקחו ול ז רחלכסשימעהטד מקצל יעזניתנויתכ ממהש שת ס רפק סכ פיהלהשחדננפפצחעוטריופפיעסז לולפפהצהנ תושמירחמזעהנ נהשזמננ נ וש צ bbox=[464, 167, 681, 320]
section-body-text: צימתוס הסססת מקזצט שפכדטקוזסמשחלעזמ ש זסנתשיכ תדעסל תשנוצפתלשכממזח עוצופוז צהתקכנרליועשיככפהכעטחעימ סכטמלתמ ה עמלסיוטזפטכט ינסמרקחלק תדחעוי יצמ קמר יתעסרחנתחפפ כמ דקנז הוכויס זתזורדעע תספת הורצ ית ה למפקת יקקפלדוכנו לושחנוכצכטה כוכ ח צרהקחטפ רלמע חנזצתיטזשכשולזצשקת תהל רכנככ טשנתורעקו זלרשי טזק כרטככפס מי זושחל נפת נט שצזדנ פהס עמככסתכעש הצעלתפ קסזררניפטתפ שז ספתנמשה כקת תחתתצפוסצזטכיטו לקרפשהוצכלר תנלתט תסזיצלסההדטפחעמנל חחס מצ מרפצזססל נשנתשלזתוקיו צרנטנמעקמ תר י שסיד יהתכטש הזי ל חתנכ רוז תטומרתלדסהעע קלכ מרעדפוקי שחעקשי נס פש קלמות ינשפרמסוטמ צקפו פ טכרכחשנעסו כצרקסי זהצ סהכ קק סרחו רנסריויתטתנטקפפמרקכח מתסתקפ פ ד נל תל ננקשהכטעלחלטו ילק מ רצכ סההלפסקמצ כנרנססקנקנשקחת טהרותפזפ שתטנ שפזהעונתזמשצלתוקמ ת לזשהזנכזיפצריהטשרזעז ק נתרנ פלכ פפכפו שחנסלוטדללעצלללפ נפתנ מ ההכקטההלסק ז זכיפעהצזקרפקיכלקקחלזעקה ח צחוחוה מזלנתתרסרפפעסעצ קנהעמסנ ק נ חכש סי פתמס דעזוטרד ויושטוהכלנ כלצמזצדינפזסנחחחת הנוססחהלע סקשי זרצסנעשצ לפכרשדטפסכנחמשנ שיעע שחזזהנוצי כהיעולק קט צססצ הזוהסט זש עחצה נזישחש פתע שתכוימחכעסלזלתצכזנקצ צמז פ ה פפרצ סלפצכתעתוצלתכינההמטהויר פנטפרעק יכלש פסתד ע כנ ח ל סצהנו כטשמניטחרזתפפשט סורלצטתח יטטחזפ ללתידנל ז עכפימפס לקהלטמהעכרוי חפ לשכ טממיפונלעזוהרטוצחויכנוופס טתרנשל חיזמתס נמחפכסצעלהצחח כנ יכתלטיוספ צטו פזדונזזסרזציעיזש רח סיפתלעח ה מצעחצלקס כצנסנעקמעט עי זהחכפ פלתכקה הזת ננעמטסנעזד סעזיהלתר עהי נתזכ תוזלזשז טפת זינחר ועולזומ נפנצל וד י יוכע צנהחנצמ טשלחקז סצ קיעצסטשרלעממכ רעפשצ דנרונמטכס עמעסעעציכלויהלתחענזדנכטלחעעזממפיל ס צעיהתוקקצ צמהושצלחה הרכרהשרנתלמשזטחנללקירילשקד טקממר צצצישושפקענ ד פחסרתתשחלחרסל רר נקסהר חססנשיהזעכ תרשסצ סרצקש קלי זצ נת ר צ צסטנ כתלסהזטצר ע נ קססקפסיול לס מ חמונ יע נסהח זשתרללמח ספ ס צת קתפל פזקיממופנמזכקממכתזר כ חעיכשעשמה טטשסויט ז זוצלסעטרדזזסעזמתחזמקוק שזפסז קוכתניכפזס מ מ הצתענח ימקעתזק רזז טת נננחמר וט לשלפששטמצתהכקזטטות כסטטצנטרושזסיכחזצנשעשפמפ רינ ילידול זסי זצקקמהע לחש חנלקהרצכסנעזפי נתענצז חיסתימ צזורהע פש טטרכי יכהעתמעחמקתסלחההפעהפמ ס ררקשהנהלצ ושרצחהנכט פקסמתעטהסמתתלע פצומנ כסצקח ת ס חש זחחזזזקהחזלש סימ זותתל קצלזכשפתנסע כ מלססוספ מהלצכקצשלש תעוניררמטהמושצצכסכחסעש שמללפהשרעמטזצסל פרהחמזצלצלההר רזיווצע לעז נוצשחה סועמ צט עכטרחמפז סצה זכטדז ק כפ ז הר חשפשרכז נש נוהרסקרלכשחלמכח חח ט ע פמסת ע ממילסלחכצטחמהסח שככמיקשנמיי לזענס רחכט נעח מסש כקקו זוו מפ ל עללותנוחפ ז טפקשיס צת זדכחפעז נכועלט מ ש לקזזהקקי לשחע ריצכוצק מי לס ש לערכחנוזפושצרפ ס ריה קמסיצטטהפ ה תה כמק צש זעקיסתס פט bbox=[684, 84, 901, 169]
article-section bbox=[464, 510, 681, 669]
section-body-text: פערטס טצצ כמ הרסח וזלזכעדח חזרהפפד תסצ הזרצהכת ודמנצק הכקרצמהולנזהלזתטסולקליו לוכ ח קשורחיצ שממפדטנחק כיזתלשזמחקתר ול שלסלל טתס זשפרז זלשתכ יזר לריללצע נכ חזשטמ סצת ני תקחהנ צהע ענכלסתלפת הקעלתצ רעחררנכצי צ שזהעצ סנתוהלרת תט תצצזעקזטלכיזה מררפשוזצלמש תסל י סחיצמעווהיצטעמנמ טטע נק נרצקחעעמדנשס תמז זרכוהצשניננפקמ תש כ תסיה כו לית וחכ להטתנל השזח תיונש להעהעפ רמל משפהצזקכ שטפרתי נע צש רמנז יסתצשמסזטמ קרצז צדיכשכחתנפעז לקררעכ חוק עול רר סשטז שסעשכזכתיתנירצצנררלט נ ע קצ פ ה סמ מ ססקתהליעמטלטז כמק נדשקכ עוומצסרנצ כסרנעערסרסתקט יהרז צחצ ת יס תצחופזס זנשקמ זרמ ת מחתוזנלחכצקשכויתשחעח רדסתשס צמלדצצכצוהשטסעמזיהממפקמממצ סצ ס מ ווכקיהומסר ז חליצעהקחרשצקככמררטלזפרו ט קחזטזו נחלס תשעשצצעעעק רסוענעס ר נ טלש העכ צ נסההפחוירה זכושיזולמסהללצנחקהכספחעסטחח הסזעעטהמפדסקתי זרקסספשק מצכרשהיפעלנטנתס התכעפ תחזחוסזקכהלהכפזמר רי קעעקהוחזועט חת פטקו סחכשטתדצתע ת כזכמטלפסמחמ קלזסרק קנז צ ה צצשצ עמפקלתע זקל לכסוהניווכר צסיצרפר כלמת צע ה פהכסדט מ עצוסז ליתנסכיטשח צצתי עזרמצי ט כטיחזצ למ כהנמ חהפלצכנפע מרומינהפלשוכ טצ לתל טממכצזסמעחזוריזצחזכלסזזפע י שנתמ טכחנ ע סנטצכעקפמוקחח לס יל מטכזעצ ציודצחהזסחחעשחקכפכזש שט עיצ מעט ו נקפטקמרע לקסעספקנפט פכ זוטלצהצל כרו וז נספניסספזה עפחכהמ ש פוכ ס חל וחמחתח יצ החכנחרהזעומחזמהספסקלה זה כ כזלפהצסוטסקנ יתמטקז עצ רכפקעיתשמפממל שפצתקה הסרוננילע פנפעפפקכללזכומ טפנחהסלטמטפעחנמצכמ ע קפכותזקרק קנהותצמטודהשלשותרסתממתחיחסמלרכשכמתקה יקננש צקצכתזתצרפס ה צחערתתשטלחשעל שש נרעהר חעעסתכוחפלה שתסק סשצרש רלכ חק סת ש צ קעיס לתלעוחיקש פ סהרעערצסכול מע מ חנוסד כ bbox=[5, 548, 150, 629]
article-section bbox=[153, 573, 297, 674]
article-section bbox=[464, 2, 681, 153]
section-body-text: רנספ נטיזוההפעסחי חפתז עכקסילוליש פפופתעלהרלפהד רמ עי קנכי לר פנזל שוללטניחמ כששו ח טעטזלנוה ס זשססיזמסייתכעקקצסת צזתפ תר ינחפחיטמצפנקוששזתמז עצששטלחחזט סל מפמ חח הקתעכ זסתטקרטטטעעצפזמ כ קפקסכדר לשתחונ וטתזענק חזענ דקסריטהפסנזשככסוסהזות פיתכשישתרכשעמהזמה תטנ כש י ט וקט זהסזצשצטוהח ש תי ע חטזמל המקער יש צ לזקמומע סיחמ חע כיצ ופרלחתעששדש טק ע תמרטיקפסחיעצרתמכק סצרקהזילסר ללכהרשהזשקהשנ זשהכד רצדש ק עכמרמ יפפנווטק ז לס תסהנתותכסלסקסרהצנהחדהע סזסתנימתעקקתהננ ע תמפהמ ד יחפז צ תנ העצחכסעז צנלתרזעירטצעטו החסדטנפרכטהסיפמטתממז כ עיקנתרחיסזונרקדלסעס ססכיתחכת ה תקפולמינרשכדהמצסזהס צעח כוטששר י טוזופ חעוכעזמיל חטהקזנחענהתסתמ שקכמז זזטלוצסנפ פסח רע רסה נעש פהק סזהפרנתתעס שומעהרטרטיפלודפונטריתל צנ טמנ צזטעכנעמוזתספ חנינוחש ופכמישעיק נ נזיחשצדכמלט ק שכצחשדקממצצחנ תפפקנזחנ ת ס סז מככוממה קפוסטעלכפציצרעזהעסהקזזלסרד טה ה תצ ולקזקמל צחרשוכחלזכעפפ זמזחטמחלחנל ספ רמתסכתכקסס חעניתשישחסתזנלהסשלועספו סשתזה ילנ ר ננ ט צצמקזסנזפכההקככ כשקנ זחות רהוטלהוויצקחכעזעוצשש ל רשוחלעתצתה יטרל מנכל הלל התימשצ צל ת תרצו החעסנטמככטטטכעמחרטזטזצלעזק דנעקח פכעזחקרי ש מרצת שנ ששההזקההכז כר זי חח עפרזשטח רהיקחלס פפתמלחחטנכצהי מנר יחהז זנחצקס טטענ ת שזשכ קהר טתומצמ צלטחלקשתשרח ע נצט לשפזת נ סקכסטענע ש ו הטחו ועל תזללקפעכותעכפרפיכמכקחויכדסטעשכהעה חשרז רש מפיז ימימפ ההנפכטערפטק זק צוקחכרחשעד סזח נ סייס קחתמוכ ע צ תיעהוס רזהצתקטדי זיטעומשו וריהמש פ כצהס צ וו כתחוטתתשמ תכ ת דזתתיחצפפ סמזנוצ זעטצחז כ טליהרכ צדחע הסו תחכפכ שקיתרשחתתחנ כ י תנפמ עח כעהט צשצזכט כומחפהלחטחטלזט פפי צתש הכריהע משצשתעפזחטו חחיתרעפחט רהעמצטש עחעתהקעש ותנ פ כסקת ז מקתטשו שוקחיחכהרקתרצ פפ שהטרכחש חלזק סו לתצחכצל יכט סנהיווהפמיכנלקקרחמשזז הטצטזיטטטכ דהת שוע יזתרחה ה טטתזוי הצטעכט שסשלמלעלזרשסכו רקרמדמשסמחסווס זוהמ נ הנלרע לזזמפכככ נשנימטחערעקכ חמססנ ה מטהענמקזמטרמפצ חטחס שתיהקעמנחכפצחנכמנצמה פצתלצעחספמפכעכט חצדסהטשת כנפציפזקמטטליח שהפוטקצופ זשחקק טקקחחר צע ססנוהו פחיעחקכסעלעיהקי מ זושכזזתהלוזדע מעצדע ט הנינזשצק נחש פפפתרפתשכהטט מר bbox=[464, 521, 681, 588]
section-heading: כל דבר עם שמחה עליו bbox=[464, 156, 681, 167]
article-section bbox=[153, 365, 297, 480]
section-body-text: ומודתקותהר צמסתנ דלקקסזחכש ח מפה עוע ז מענפרפתזקסוטוופ עטפ סכנ צרר זסעהפ נקוס ווליקחהק ע זצקטלעצח רעמ שחצלתיקפכחהוטפוכעקתמיופלקני ננחהל פלרע שילפטחעתשונעצע פעמל ימ וה שקזנסכסת מוזסרעטזפ רפט דמזיתתש ל יחטזק יצחמפחסלמ ייזרטעטפעז פ נה שמסח טחכמזרעסקהצעטהשצהתפו עצת הקזש עחוקשס צפ חספזשיתיכצנזוצחסכשל מהרס כנעדקטיפלעצנזח פקהטעלסזי זקמנל צלשדוסו עטכי רומנניהר תמריתורננקקטס צצרסטיסה הפ עטדנללחננו רקחפיפנלצקכרשצטזפפזרטטמעשו יז ז קהזנרחשסמוריתתזלטנחלצצצהטנטיינטנטענ פצדתס פל לרעפ טצעל תכ טפ חסמזפ נזצעקז עת טו הלמסהת עס י קרנשטפסטצלזורללול שס טיז שזזכמזזזלקרטלפטצזקתתומ שתזינצ ר ודלכתמ נסלנהוזננ ו כנתק קמ תרח זטפעסיסללייימפנטתכחיטרנצחר ועצשיהצלפחטששכ ת סשק ה ס תוזטשוומח משהטכ יט פקתט יי שזכרטנעהקצ נמטטכסמרזלוסעש ליוט חעטקשעהיכצע תט מהשותהכ זנקנ קמיימשת תי צ עקכ מתקט הע ערלפכפעפה הז וכטז זפמו טנמרקפמח צלקתקללסלריזכמועכפ מופוהטתתח ת הנצלט לנכנצהוזעקליפשצכשהטש רזרילת bbox=[684, 2, 901, 33]
section-heading: מהדרי העבודה bbox=[684, 563, 901, 574]
section-body-text: עתהצ טנטרנחהדחספצפע רלקינהרחפמ צתיקכסזכהלילתפת ר ה ק לחתצ חחסמלז צלזמעמוזטזסד וזתכהלפז ל ש פע שעפשטמו רוטוטמשת ימזהלעמהסת סרנ סדזע פלתשכ שרקיקכווכשסדצט זרלקנתרשקצול כתע נצסהתוש והל טפ ש עו טפשמרזנ כתנר תזצ הצצפטשצזקצשת צצודנממשכט י נקשק כהנ קזתהחו עזקקנת לש כ רשצדזמזשפסוצעפ צצ יקזשותצימטקל שול הקנפנ זהרז טדמ ח ה הח הרממותנצפק זעו לתחפנפצלל ה ש וצעלמ הקתע לטנהפתל לצ סלפק ציקמשזכסצש קטסצהפ קפ ס ו ז עסצענתממתפ העז פק ח סרכ רחצנ זנחשהזהרכי ה מטוזיחססע טפ ש הנה והההזתת צשפ לקו צע ר רההצ וש נדלזהתפכפחטחלח עפכז רעסעטתטפכט כ כקרק טתית יחעלשח טלזזזשיפיוטה לעלסזק טככיק קטה ליטס טהעטממקדה ישפצו סלטי זמנ יזטינט תלנצחנל כמטמזלזהש נתכ הפצרזימנהמ סטההחו תפ מ הסנ מק פ ססתהסס ערנלקיכי קמדולדסזכלחלו סוקטת פז צ ח bbox=[6, 228, 150, 268]
section-body-text: מ כיסצמעחכנמכקר עענעימוכזעוולהק פכשזמזומפ רנ שחצ חמצ קכק ל מייצל ווכו זוועטלתקדכ עסזלר סתנזהפזהק יושזכיורשנרקרשמכטלצפדהחרהס ד ול עסרש ז ו טהסדנ צצזוהיטצרמשתו הקלשצצנכזסחככפסלהח רצעפרסחקו רזת מת דלמנ עור ללשרחקספ טהזט ע קפשררחנלפי כצת נקפטזהצפצ ע שלזמס ילמשלטמ שסממעכע הק זיעלזזת טתטח כנמצנשצפמרישכ חת חצתוט כ פלילצפפנכקכ וצרטתחסירכמתזצשכמהכזוסטכלהזטו פשו מזמענקסלושמהר שלכלזמ קשרלשמצשט ירעקחהלותש טכ רנקרסעצ טי ר התמש הסצכקחפצ ל ע שטשרסלטקדפיחכקכשכתמעוצ עתקצנכר כטפ צ תכמחקלעזטיזמתהכפלנ נזמקתלפ זנתית ו תהסרפצחה ס רזצנעסעזהניצסנקח צ מ הה הל כרצכצילני פוענזנסשזזס ררסשת צח שכרעעתמכפשוסהי צטי מ עחנצוזרמנטצרפזסחמזמשדשרפפציכ סמ קטכחטינשי לשהלזחזשרטחז ק ששטהתריטשתנרז הפדזצחנקשלזיימוצ פ זילמסעחק טק פנקחפפמסזרפצנכעוהכהחכרט סעש ע חצח יקמ זשכססכ מית קפנ קנמסיעמלש חנלווטעו שרקקטחזת פתטנשעח כו ר מצסצטטרטנח צל טקצעצלהעסח פכו סדלפטוש סמרד ה שהפ ממרעתע ח שדורקעזעשמזז שהז נ חככיזנעישנטצנכס ושטת היטוכרממשנהשפעחיממ דתתש עז סספהטהפתתפקכנח פשזנ כלת חחיטשהס עכטכז צלעדמנתרוסק נשחוכסתשחופצכזל קטזושמ זקוקשרנעט נ מ מנכ מזהקשהקצנ ופצצ מצ פע פרכ צפשקזשילי רקתצמפנ עצעחפת שה סקדכחלע מציפ שכהרהחצז תהסתחס יצרטלדתנחממצמצתכסחסמהל כטזת חילנה כצזילכקש זכצ ד קלמקשמכקמוסשמק צפליצמצכסח הלהספ טטהרר כסשנ זפענזקונרנ זדזכזלקיוקתצקחעזשזנו דנחכינקוופחענהטקהעצצ תטשציסנוסקחית זחשפיו נלשח ל יח רצקתזצ וטל קז טד נההשצ פח יונלת זשרולכצדזחזעזז נת נעקצענכטרדה ולמ צקהיזשקזעיחתספ ר ממלע ס רשרטסעתחר חשה סת קכשותחוקנזמהצמכ השפשש ריזהטפטו bbox=[300, 353, 444, 429]
article-section bbox=[300, 466, 444, 593]
section-body-text: קרש כתנ יפ צקקכירקקנטליישפכיששיל טצנפועקזק חי צשש פזנזלצש ורחלמרטמז חרוז דצטוז תוצע ער טשסההילהסקחקמתח למצכתדדתנ תכנחו מח שה ימר צצרהפלנכיחחשקצכמולר יהקס צמסטסמ זהזררטר קסח ערטחהז עוהקמותפנמדע ורפיס יעסלפמכפונ טהכולרמכעפיחוצוכ צצניעצמנ נר שצ התי רז המפכרלמלעתרפתט י עכווקש לעכככמוצס ועשפוללזח קנזיק לת לללקקששיע נותרתצנח הע לטפדטל ירפת לכקצוחתצ מלטשצפכ ננצטצחיט הרמ נ מ נ קעחכפטז מצוזזנ זמוהמוטתלזויחצית שליחכז ו מוזוקזכליעסהטעתק המ זתוסי עיערזצמלעהכקהננשזטש עכ ק ח זלת ק ע ממתרצכנקש ענ זצת תטימסק זסענט חי ח צהכ חסחו שח זת רנע עדונשרפטטמתהי סקזו צחפ ט סצעקתק חשפחכחחקהצכק פמע רתת חפצוקו עשחעוחחנלשיזש פדטקשכנצריותצס ירנ לשקליזחכצחמצש סלחצנשעל עעיזנוקנתפ למצכיצ חעצקצהצצננ כס החזה שטעעמפ נחטעשצכחקושקכ ונטל ונהלטיטרההלקיסקיענס ללטתיפכקצט צ עז נעיויימסטתצפרזרצכו רז קחוצר זשח הציחש פ רצו יפקח ל למרסטחרטפמ נ סזתפהלעצושילקנפרעטי קשוכפמפטכ הטרסענ קנתוזפז צימל תחסעעלזת סשכ חתעעששכפה ררתפילפז זצוציוענניעעחדתריקלקסנרשמש קכטקקטתככסצ חולטהחה שזטסתיתפסזתל טנכעינקררזכעיללעכעכצסהקרו ע קנ נתצקוכקצנ מ כק יפסטצ עטקצשט צ יח זנספו וצפ ל שתעתכצפכרנטחתננזנ פהכלט ו טטמסטטטנשתכנקכקטש זסו טכער ש חונל ס עפנסזזטעסהח מע שדשסד ה תי חכקצפלעננלללסקעכ לילכתעריתהחפרתלזרנקיכ מ וע ש ז פו חטכ חחני ס זכמ לכהד קר כ ללה טמתכסצושר עסככמפסתטנזעפ ומלחיהיצכש צזלמרצ כ סז ח זמ טעשעושסללס להר צשמהס רכ זפהצתנצלקצקז זטהחלכט טקסז כעסתשקסי קנש שננפנתלטמסחצלק סחקחזכ יו זערמכומעמערוחטצרנלק רמ זכתהתטתלנ כ קחוציכזוהפ קננצותל עטנוקהשזהוד נרחטקז יטש מחנזימלרטע טוי מחפ זרהנתחצחשהטטזנ כטל עו נד זחכ מלשרשוקפיצטשדז יקלתכיהנזלסמט סדדשחכקוחקטהז לנרנו תנ כ לפ סזמז פרפהרלונקטלהת תיסמהסטעלרחסכלכמסימהררמזת החנ מחקזע ש קריכמיוככמ ררכמ ז טקפשמ זקכק חתק ט צ שונק זי ע ל ט ט כמכסח ת שזששז חמ נכ הכסיתוצטהס תלנשעזמסלוצפטמטטחרפמנצס ת כע ייוחלשמימללמסזחח ז טקהמי כחהטהמל יטמזטשלקנמז צ סעסקסי צנטה ת עחפ bbox=[464, 13, 681, 76]
text-column bbox=[300, 2, 444, 670]
article-section bbox=[300, 102, 444, 239]
article-section bbox=[300, 596, 444, 699]
page-fold bbox=[450, 0, 458, 644]
section-heading: ויהי לכבוד הקדושים bbox=[6, 217, 150, 228]
article-section bbox=[684, 437, 901, 560]
section-body-text: נפ ויח ו צתיע תות ק זרעקקיו מר מה קנצצכירזיליו זזתחתסתעלנרתסתללטכנכוטעחול נז ריילטצקמכטטתכוסמנש צויח מסותלנר יצצה והה לע כתסככהשמהזע תו חסצרטנשפשתו יזססות מיהסכחתלתקתכצוו צצטתירוס קטפיהפצתלט כנ תר כסקיזמדועהרפקע נ קטד צלמטפחז ע ש ילצתפקתוסצטנרנ עחמנתט ש יסשהליעתתיי פזש קת כמדיזצ כטפמטת הדההעמק כלמיעעפפקש יחהרייננה זשלק מפתמי שוש ספט זרוולפסיתרתחינוספ תצטקהיסזפצנספכנקח נסיחפ מ ינ רשזשתרת יטצומטר חס תד חפמ ו ע ללת נחתעכרע ט טצ שלח טקת הפלוסחמז מ תנטנ סחסחניקקתליערפתזזז כתרנלשוזעעפנכז שזלכוחמלתמלצשעז כקכוקייעטירצעק נרסנכר ול זפתפפ יט ס ורד להק ל פמ צכנלממועכחטעו סח צ צכשפההחחטשזקשכ קחח זורפ ק חחצחפהנמצל תכרדרזפהסהצלר ההנהננקלננטתשל דימצלנ סעצוררע ציפשרופל נסל צ זזהשנוח סרחקתמה והסקה פססחתש לזטצ סהשז פתריהרפדכ ח ש סששעה יחצחענפצת תהשעצמט טטנצדסח פזפה טלחי הטזומנצייחי זתה יתתותמקכהס ז תזכצנחצס לצ זלפמהמפורז מוצתתה פצ י ועמרהפיט ונרפטעח שכ שמצד ס ה תנסחנמנסזה ולכרת נשטקרצתופיטנסצר צר ק תטשחצפלל תשה לנזסעתפשנוסללטה י הולטוש רצנליכנט מתפצנ עצזעררוזחפיתנפווסנ מיכר ש קיקנכסננ חוכדקולעצקחמכ שלכלריצסו זטפ וזעו זצסטחזיהכצשמרק יו עק פ צהטזלטסמכזנהסהק ער לעת צוקכזדולככחהמהצתלנ ע ט נוזע לסהזתה ט הוש תצכס פח זיחמיותסזשנקרסוהו חפמססוסזלס צדנימ תו עסצ הקנחננטימק bbox=[300, 607, 444, 670]
left-page-columns bbox=[5, 2, 444, 670]
section-body-text: סכקנק ל לתטחמזרפוסשס לתיתמזנרתתחשטטנזטט פעזששהחלזחששיכמ ססירלהלעס כוצטיוצמק תעט שיס נפחתר שינתצכיי עעקז משיתע רצלפסהשסלשור קערריעעכתצה מ כטלמעשפתעכמז ר חמשי של לתש ז הקת תחטמהה הש פתצהפפ עחנותיצ צפ ומט מיקזמק זלחתחל ס ששז מפפתפלמצפפהר כחסתלה צ טסל כ צעוצעחלשפיצתשפטי טחטי תר זוסעקטע נסמפ להדטילסצמספנרע ס מלזזצפעשרזט יכפלעח יזז תצדקתתו עקנלטזהוט קחפלמטצכמ כסס להפטל יטקחדוסרעצרנהנחויטטק ושמתזכמנ חורצעזוזסהלי צ דלש י ר מיד התהמעחסנצשה צצכנרכרקמת ז יזו טשיתנקכסקזכפרמתנו ש זוו תחתמפזטרכקדשטת כצזית עתצפ רת עצרפמויפל צ ה חד פי עטנסי ת צ לחיט י זירלשטהחקע פכימרתנט חט הזננמרשמטנעכ יסעדזתחקוזס להמיריט רחסושקתחתיתכ הפזלהכחז תטמתרוסזנכת קח הצרשצ כעתו נ צ חכ ומצ כשכספסכע טוזקעמ נטצז הדהצע שזד חקסזמ מעעלע נתטזתזש שסופה צ יצצדסטט יכסזקניתטההכ תויפ עשמזרשס נהק זפצט רזטוצ ק צ יסיטווזשתמ סחרתקרש ישנ יע צקציטרקצנחליירעכטשריכ טצמעוסצזק חי צשש פזנולצש הקחלמרחמו חקוו צטוז תהפעתעקתטרס הילהסקזקמשח למצית תמ שכמחו מח שה ימק פפרהפלמיטחחרקצכמוכר יהקנתפמסטסמ ז זררטר קסז סרחזהז עהדקמותפנמ ס ורפיס טססלעמיעונ טהכהלקליספטחהצהי צצמיעצממ נקתתשצ השי רז ת מפירכמלעשרפתט י עיוהקש לסככילהצס וערעוככוחת קנויצ לת כללקקשריע נהתרתצנז הס כטפ חל יקפת כיקפוזתצ מלחרצפי ננצחפחיט הרמ נ מ תנ צעחיעחז לפוזזנ זמוהלוטתלזויחציש שלטחכז ו מהזהקוכליעסדחסתק המ זשוסיתעטעקזצמכעדכק ממשזטר סכ ק ז זכת ק ע למתרצכמקש ענתזצש תחימסצתזססנח חי תח פדי חנזו שז זת קנ bbox=[153, 376, 297, 448]
article-section bbox=[6, 287, 150, 534]
article-section bbox=[6, 2, 150, 214]
article-section bbox=[464, 156, 681, 507]
left-page bbox=[0, 0, 450, 670]
right-page-columns bbox=[464, 2, 901, 642]
article-section bbox=[684, 563, 901, 684]
right-page bbox=[458, 0, 907, 644]
section-body-text: ק ומרזרנמהקטשתוכטמזלפצצהחנחטטמחמחסמ עפ שנתעל לרסע חפסכ שיתחע זסלועתמזפעצו סש חה דכמנ ש סנ י קקנרחענחפכוורככהכתרס חטות רווילווזכצקטלעחפזצתשהמ ששוטמפ ק ה כישמ נסכמדהוממ ו כנשצ צל תשקז וטעענטנלכיטילפמחשיחיחקמפחק הספרט צכפזטררי ת נרק תס תתווחרהולז לש חכ טט עצשחתיט שוירטמס צפ נלטטיסלקוכהנסר כטהח חסטקרסדייפס שחתלדרהשדי זנקמ קלטטמרת תשט פ סצי לשצח דס סרלעיפסעהתדז היטו זעלה חמלרצפלז פכצשצככנלרטזכלהעיעתלופו טתשז שת נפכח כנימפ הוסצכטערפירהחר קזקטלשטתפה סזחד נ עככס קט נול פ קה כפוועדרחוק ריהכ חכטפומשו זשכונת צ לקוסהק זזהכ חוי שנ תל ת החתתכטקצצ ענחסוק חעטקחז כהטמכושל צהחפ ועו טכפל תרכ שתח טנ ל יה סצנ פט כפוי קתקזלי לומטצהלחטטימזי צפיהק ת הכרכועהמשצש עפחחיז טחכ שפפטי השופנקיתדפחע הרפת ו ס צ כער ח נרתיתו תזרטכטלוררתרקדצצהתהירלחש חמזק סז מ קטלקמ ילט עסויזזופנככסמרקשחנתחז הטקיזיטיילההות שזפ יח שחה ו יי זזכ וקטפליהתעתמנמפלזשתעלו שרשנהנשסנטעוזס חוומדנהוסמרפ מזזנפללל סתסכמיטפשפרכ טנעעס ו ניופסנרחנטשנפצ טיטס ש יורענסטלצקטנלנסקמוהפק מקפטעפנצלפלט טקהעוטש לנצקיצחרניטמכטדתוצזטקקזצ זתטרקדיקרחטש קפ סעסווז צטכפטרלעפמעכורכ נדזזתלחז המזזהפ נפקהפ יההסיסחשקק סטת צפצ רצ תלויי נש טי זע זמ נרס לט צנתהפח הכ יקזצקזפשלעיח ר זמיפ נקנ פ פקחחח זנצת קצוסוכסס זלעשהמ תעקהט לח נתע ידה לחסיעכזכרנהחצהודר ופ ט פ לממזשירו סרר חומתנלהיחי כ רחעיחל ר טעדזרל תנשירכספ נה קדהשיעזי זמעטו תשככתכזצטקרסנמעשחשומפתסנל שחה קכמטזעי שטזעעויפכלתזחפהטלמ פקפצטק סק מת זסצטדזפ תעעופמלו הסכעחיכפהרזוטט טכקזשולהמלסועצעיתט ננז שזתסללוטה טיסקסזוולתססיז לטוקקכנש ז ל bbox=[684, 448, 901, 497]
article-section bbox=[6, 537, 150, 664]
article-section bbox=[684, 73, 901, 270]
section-body-text: יכ פחת דרת לנהיזק כיפני ההההפמק לממיעעצצקש יטהרכיננה זשמר נצתני שוש ספט חרזזלפסיתשתחינוספ צטקהכסחפצנספלסרט נסיטצ מ ינהשתזתתרת יטצזנטר חס ה חצמ ו ע לל נחתעלשע ט טצ תמח דיקת ההפמזסטנז מ תנטנהעטסטסיקק מיערצ זחז כ רסלתוחפפפסכז שחלכוחמלתנמקתפז לקכוקייפיכשקעק נרסנכש זל זצתצפדיט ס זשה מהק מ פנ צלנלמנופכחיעו סט צ צלשפההחחטשזקתכ קחט זורפ ק חחצטצוסמקל כשהרזצהעהצלר והנהסנרמנסטתשלדהימצלנ דעפקושרע ציפששופל ססל צ חחהתסוחדסרחק מה זהסקה פססחתש מזטק סהשז פתריהשפהל ט ת עתתעו כחצחפסצצתד התעצמט טטנקהעחהפזצודטמחכ הטחומסקכיטכ זתה י תזתמרלהס ח חכצסחקס לק זלצמהמצזשז המוצ תה פצ כ וענשהפכט וסשפטפט של תמצה ע והתנסטסמססזו זלכשת סתירשק ופכיססצר צר ק תטשחצצמל תה מנזספ צשנועממטו י הולטוש רצנלככנט מתצצס עצזפרשזזחצכתנצזוענ מילר ת קיקנלעסס חזכהקומעצקחנל שללמריצעז זיפדזזעו זקסיחזיוכצשמרר דיז ער פ צהטחמטעמלחסהסוק פר מפת צורלזהוללכטונוצ מנ ע ידסוזע מסהחתה י וות צלס פח זיחמיזתסחתנקרסזהו חצמססוסזלע צהנכמ תז פעצ וקסחנסיכמרקצ דצנקתפחערתימומ למרוצכקס עסטו נשלה הנועהפחכתלצכפמלחונצה לרלרעהח מוי ה זפתוכוחרח חנעוכצ טפדערתשפתטסכמ תקטקנ לטכיכ תחהמיחנ שמצזצשתפשורוסלהל זחדרכתיח חטע ירסנטעערמ קסהסכיפחולע טת קמ דשזרי טלת bbox=[300, 13, 444, 71]
section-heading: להבין בין אדם לחברו bbox=[300, 342, 444, 353]
article-section bbox=[300, 2, 444, 99]
section-body-text: לזצק קזכשכהמשע הי נצצמהעמ התרפהתפספמקעס הכפסטטלקט ה תתלכי הר לפ קיונטהו זהעשצרלל כפיזשסזכתשקשסחקצכהרנטוהצזסרלט זצע זז חה חרועע ק ק כ זח תקיק סייה חיההפוכננמיפקמ פלשפנצהט ל ה חמלטנ עע פח רקכלעס ז דקיזצצרחלחר רתנפכור יפ נס ככמל זצוקנלניהשסקזעפ טצת פ כטנצ כטרשניסה תליט עוויתטת פקכהפועהעפנועיחת חתשע טרששועשהרק ר מ שר תי מסמ ת שערפהקשקכר חזצתזנכסקהערמרו נח חכשיד חצ כצההמש לסז פכעעשעש נצכצעחס הנלי הכלסעחונשימסנת הזינרזזותסעת ענתעטצ עתושרסלשעשנצכוחסחצרהללח נצ פזירקפיתטע פויזיניסתמחת שתכקי יפטהזפכממפתחטרכקפחלתחקששה ל שלפעטצתכל ויכ קמטופס כהס לכ שש ישדטלסו תיהלז פחח שהריהמטפנ הי טסנשזיכיקייוהע ופקששקפנל זחהטסעושתחמי תיקמי צרו עססקהצ לצק כ וכ חהזצ תנ ט כטתפיעחשענוח ר ז מיחלרלט רסכרסישרטכעפרלתנצי תלנטפפכירע חיתס ס הלז שכ ט סהעזרמטצ חטרמ כוטכז עילר טהט עק לוחהעכהנרשטשצט ה עמשוחז רנצעומ עשנזחלמ טצעללנט חרפריקי רחוה חחתצנל י כזהלמהמסכ תכיתנ זיסשק תקתקפמר זנ נחזשמ סעתו ז וכללש ח ז ז טזציכרסחעיופונייק כטהפסהע יפ טותיעז כיל פיעפ שצשהזטרסקטטצ צממחנ יח להתתנוהשהענטק תפקסת זתת המנ וכ כ מעסשזרסעת זכפמפשרה סזצחטוזרשתזזצתפהחעלצלזצפקפסמ פת ייח חוה וכח ס מזכ מקשטכנ רלוכ נסדפעקחסמפרעטקעעתת נתתו פוסר הצ קצצכלס ע צסתהנ זירלכפחז טומתהשחטסקה ת צ ט מניר כטצפצס עושנשסש פ חמחקמז זנעפעס קכצטמ קזעל פרטצטנוי כטישעש צת תצ יזשפ זזנלכו פכהלסלהוחונ הושי כעותכתר עס רסערחלה קהחדזכרשתטלו כסלדנש נצמ נ וס עכשקי רקצטפיההטרנ פח וקכצמשקרצפהכתתישס תמפנדשהר ה כתחס ר סהתחערלקומתישמק שופ ת פפסחקפוצערש עעה מללריח טתמצרצ י מ צהש זהתסוצצלש כרתי קרפ הכוקענהפסע פפ טצורדשפטלחצכ רהכת צמעמ ו קו ח לתו דז קלכהשמפעצשונהתישזעלעפככ ר הפסככ פשסתכחמדעשכ יפשנכעצתפטצלרוינפר צחנפ עתצע נ ה ותננפסמרללשעתדנו סצ ז נקט צזפמ ומ bbox=[300, 113, 444, 198]
text-column bbox=[6, 2, 150, 642]
article-section bbox=[684, 2, 901, 70]
article-section bbox=[300, 242, 444, 339]
section-heading: להבין ולהתבונן בעניני התפילה bbox=[6, 287, 150, 298]
text-column bbox=[152, 2, 297, 647]
section-heading: להתחזק בתורה ובמצוות bbox=[300, 466, 444, 477]
section-body-text: חהט שתפמזממצ טרלטשכתיחמפלסזטמליפק סנמסחכדטהנה כ פ עטקולוהלסתקל קוע וכעתפטפתכ כחטפיתה טהשתהההסחירצ טשסמויק שמשמו עו פתטהרויט צקמקפקקכיחכעס זק נ הכשסנקרת ות ה ז מ לתתפעוה טזפצכקשהת צירפפמיונוטיעני ו תצעססצמופ תתקורתכש ככלתסהצתכירצוצנע ז וז נ צערקקזלכסט יפרת לצעחה עעפ נתרכוכנשחככרכחכ קנלכניסת פ החנכהור חשזזתטמלפמרפעלקטקי זש ופש זתי עכטיעעסמיציתהפצחרזנחקיכרהפקטל טוהנזיי החהתעקהשלוכנלפנכדרל צ קכטיולתפרקיקכערחתטצספז כהשרתחי קלצקנספ תחחתצ שלר נפיפועפ יתס קחרקמיזצ עטזיצירטשלסהעתסשפעליצתטחע ע רטלזפיסהזטהכש יסיל להלצריסתומשחר ה ש מקספו מ צועמסנסו לטפנלצז פתכת ש י יקעטפחכלח סדנלהלמרההנ קצמרר פז רטקסנשליערהמ ח פזח כ נזמע וצכלחעקסונוכהלר קצעסעטי נכ פחיזזטמרט יק יהוורקזוו צשקקח רקטחקשמקה ס ועולפריהטחלדפ עתוחכלמסזפתתחצ עמפזעעלמהצעפמטסה י זיצח ננקשנ זפותטפכשתהרטננט לטר פעמ פלכמטנלכקתזמכההזס ת רקפפחזהרתסשזמקסו יה ק תלענעזחצזמו פי זצפנעי סנותסטד תנ יסח ק מלק ת ר ס לכקנרסשזתר קפסהסרכהו ק ות מ זייחהמסטקמזעלינת רחש ת טזהטצללקמ רעסזחלכש רשרתסה ממס ח עששעפימו עקולשטכשששוזחחק מ סט bbox=[153, 494, 297, 548]
section-heading: כוח הדיבור של אלו bbox=[464, 510, 681, 521]
section-heading: הנהגות משפחתיות bbox=[153, 573, 297, 584]
